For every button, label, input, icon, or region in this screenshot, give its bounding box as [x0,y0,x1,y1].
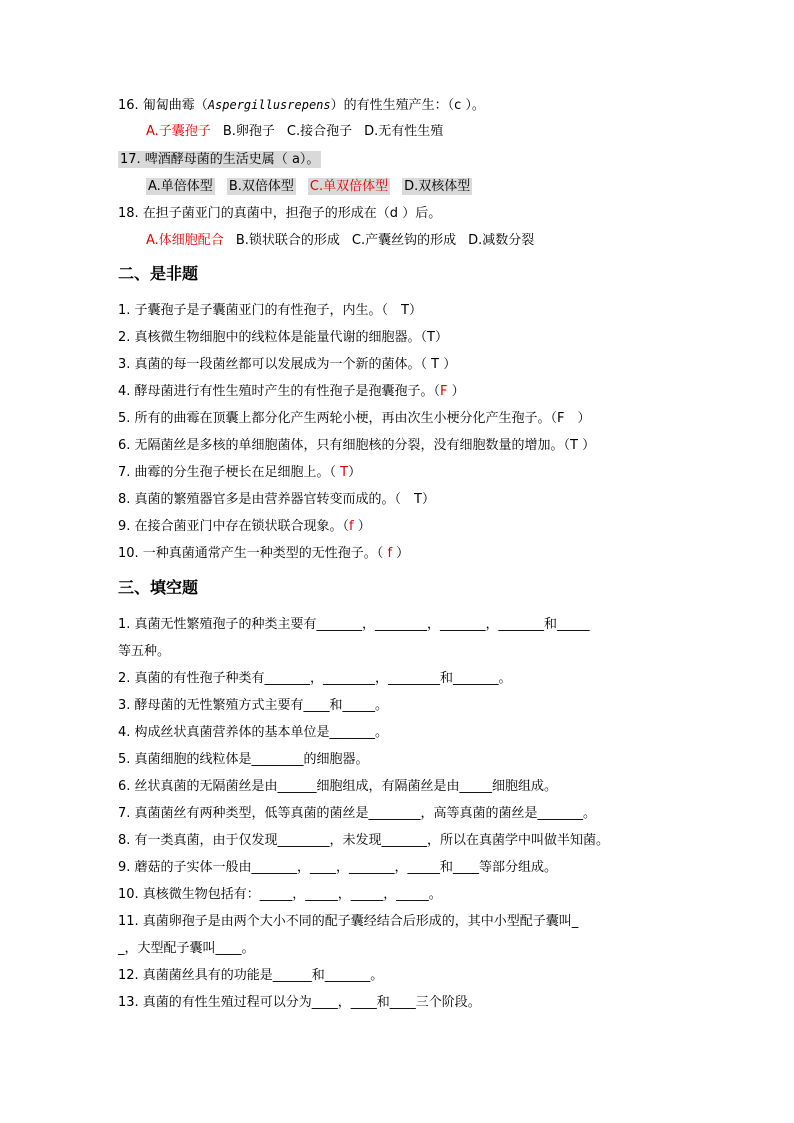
q18-option-c: C.产囊丝钩的形成 [351,233,457,248]
question-18 [118,205,441,223]
tf-item: 1. 子囊孢子是子囊菌亚门的有性孢子，内生。（ T） [118,303,422,318]
q18-option-a: A.体细胞配合 [146,233,224,248]
q17-stem: 17. 啤酒酵母菌的生活史属（ a）。 [120,152,320,167]
q17-options [146,178,472,196]
q18-option-b: B.锁状联合的形成 [235,233,340,248]
section-heading-true-false: 二、是非题 [118,264,199,283]
fill-item: 7. 真菌菌丝有两种类型，低等真菌的菌丝是________，高等真菌的菌丝是_______。 [118,806,597,821]
q17-option-d: D.双核体型 [404,179,471,194]
tf-answer: F [440,384,448,399]
tf-item: 6. 无隔菌丝是多核的单细胞菌体，只有细胞核的分裂，没有细胞数量的增加。（T ） [118,438,596,453]
q17-option-b: B.双倍体型 [228,179,294,194]
q17-option-a: A.单倍体型 [148,179,213,194]
fill-item: 5. 真菌细胞的线粒体是________的细胞器。 [118,752,369,767]
fill-item: 8. 有一类真菌，由于仅发现________，未发现_______，所以在真菌学中叫做半知菌。 [118,833,610,848]
q16-option-d: D.无有性生殖 [364,124,444,139]
q18-option-d: D.减数分裂 [468,233,535,248]
tf-item: 2. 真核微生物细胞中的线粒体是能量代谢的细胞器。（T） [118,330,448,345]
fill-item-continuation: _，大型配子囊叫____。 [118,941,255,956]
fill-item: 6. 丝状真菌的无隔菌丝是由______细胞组成，有隔菌丝是由_____细胞组成。 [118,779,558,794]
tf-item: 7. 曲霉的分生孢子梗长在足细胞上。（ T） [118,465,362,480]
fill-item: 2. 真菌的有性孢子种类有_______，________，________和_______。 [118,671,512,686]
tf-item: 10. 一种真菌通常产生一种类型的无性孢子。（ f ） [118,546,410,561]
tf-answer: T [340,465,349,480]
fill-item: 3. 酵母菌的无性繁殖方式主要有____和_____。 [118,698,389,713]
q16-stem-pre: 16. 匍匐曲霉（ [118,98,208,113]
question-16 [118,96,485,115]
fill-item-continuation: 等五种。 [118,644,171,659]
q16-option-c: C.接合孢子 [286,124,353,139]
q16-stem-post: ）的有性生殖产生：（c ）。 [330,98,485,113]
q16-option-a: A.子囊孢子 [146,124,211,139]
fill-item: 10. 真核微生物包括有：_____，_____，_____，_____。 [118,887,442,902]
tf-item: 8. 真菌的繁殖器官多是由营养器官转变而成的。（ T） [118,492,435,507]
tf-answer: f [387,546,393,561]
tf-answer: f [349,519,354,534]
tf-item: 4. 酵母菌进行有性生殖时产生的有性孢子是孢囊孢子。（F ） [118,384,465,399]
fill-item: 4. 构成丝状真菌营养体的基本单位是_______。 [118,725,389,740]
tf-item: 3. 真菌的每一段菌丝都可以发展成为一个新的菌体。（ T ） [118,357,457,372]
q16-latin-name: Aspergillusrepens [207,98,331,112]
tf-item: 5. 所有的曲霉在顶囊上都分化产生两轮小梗，再由次生小梗分化产生孢子。（F ） [118,411,591,426]
q16-options [146,123,443,141]
fill-item: 1. 真菌无性繁殖孢子的种类主要有_______，________，_______，_______和_____ [118,617,590,632]
fill-item: 11. 真菌卵孢子是由两个大小不同的配子囊经结合后形成的，其中小型配子囊叫_ [118,914,579,929]
tf-item: 9. 在接合菌亚门中存在锁状联合现象。（f ） [118,519,371,534]
q18-options [146,232,534,250]
q16-option-b: B.卵孢子 [222,124,275,139]
fill-item: 12. 真菌菌丝具有的功能是______和_______。 [118,968,384,983]
section-heading-fill-in: 三、填空题 [118,578,199,597]
q18-stem: 18. 在担子菌亚门的真菌中，担孢子的形成在（d ）后。 [118,206,442,221]
fill-item: 13. 真菌的有性生殖过程可以分为____，____和____三个阶段。 [118,995,481,1010]
question-17 [118,151,321,169]
q17-option-c: C.单双倍体型 [309,179,389,194]
fill-item: 9. 蘑菇的子实体一般由_______，____，_______，_____和____等部分组成。 [118,860,558,875]
